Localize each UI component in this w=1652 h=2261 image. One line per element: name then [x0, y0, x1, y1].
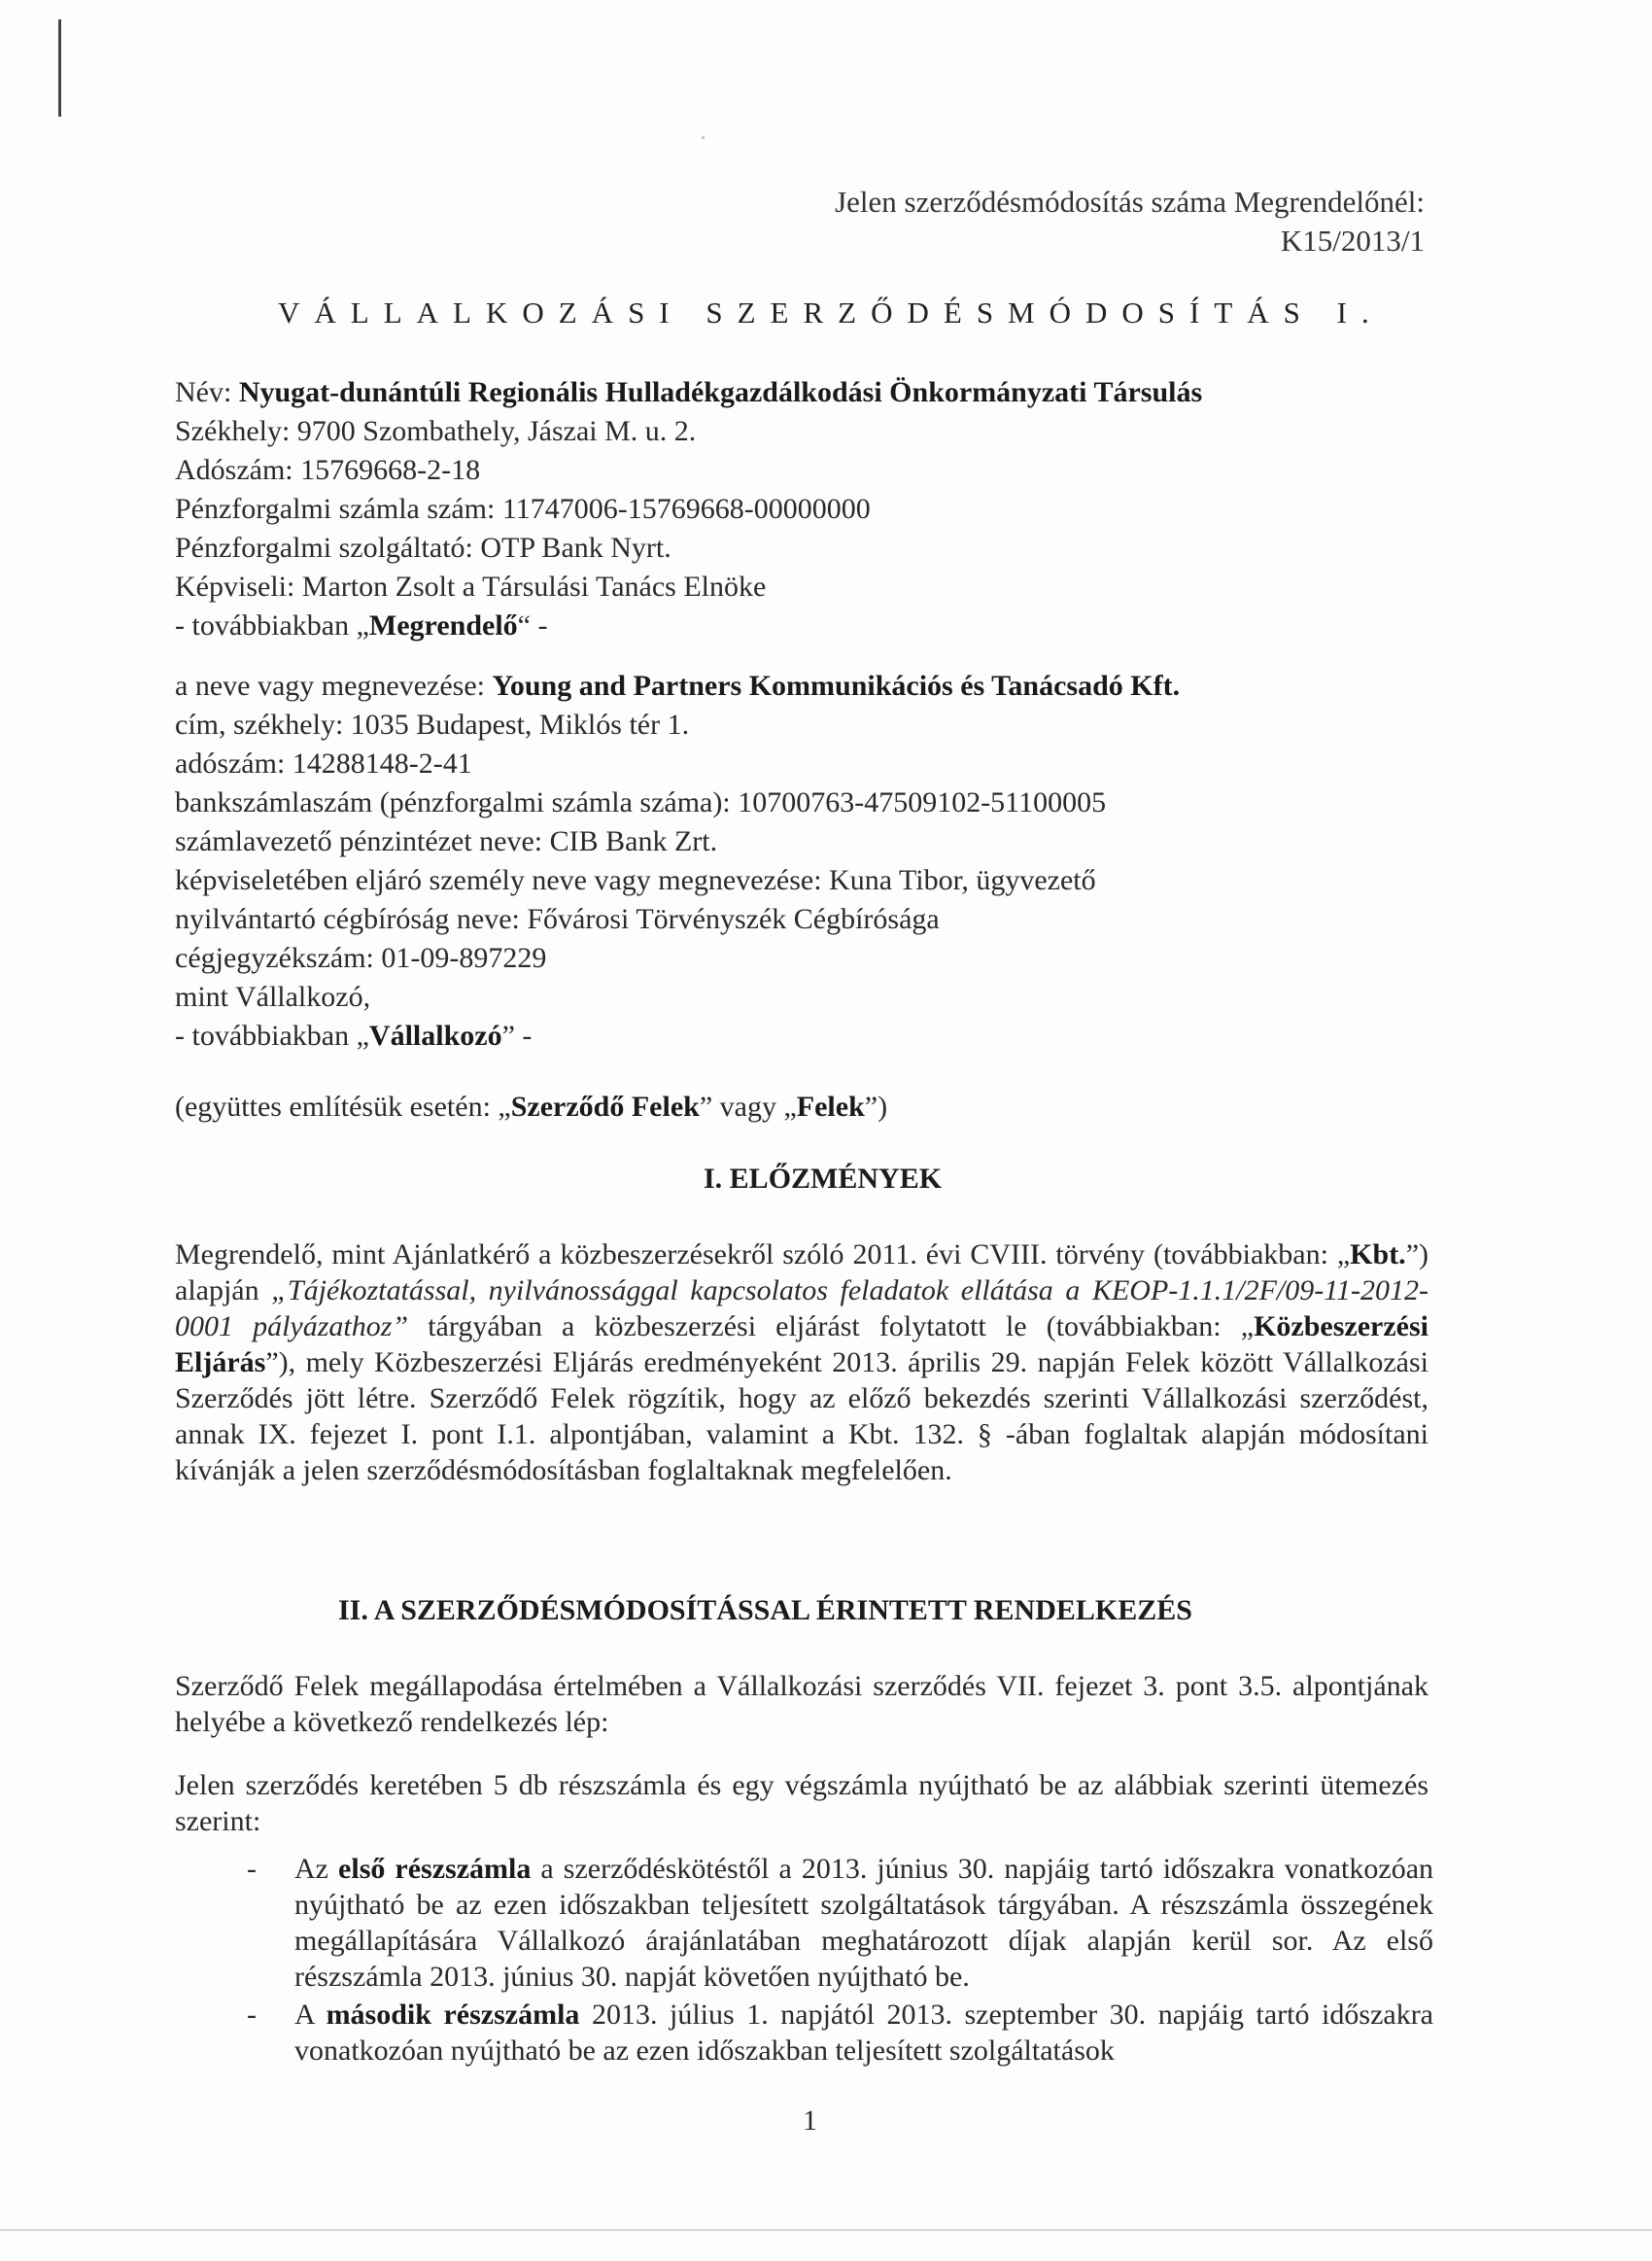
contractor-tax-number: adószám: 14288148-2-41: [175, 748, 472, 780]
invoice-schedule-paragraph: Jelen szerződés keretében 5 db részszámla és egy végszámla nyújtható be az alábbiak szerinti ütemezés szerint:: [175, 1769, 1428, 1837]
document-title: VÁLLALKOZÁSI SZERZŐDÉSMÓDOSÍTÁS I.: [278, 296, 1384, 330]
list-item: - Az első részszámla a szerződéskötéstől a 2013. június 30. napjáig tartó időszakra vonatkozóan nyújtható be az ezen időszakban teljesített szolgáltatások tárgyában. A részszámla összegének megállapítására Vállalkozó árajánlatában meghatározott díjak alapján kerül sor. Az első részszámla 2013. június 30. napját követően nyújtható be.: [247, 1853, 1434, 1993]
joint-term-felek: Felek: [796, 1091, 865, 1123]
contractor-registration: cégjegyzékszám: 01-09-897229: [175, 942, 547, 974]
scan-mark: [58, 19, 61, 117]
background-paragraph: Megrendelő, mint Ajánlatkérő a közbeszerzésekről szóló 2011. évi CVIII. törvény (továbbiakban: „Kbt.”) alapján „Tájékoztatással, nyilvánossággal kapcsolatos feladatok ellátása a KEOP-1.1.1/2F/09-11-2012-0001 pályázathoz” tárgyában a közbeszerzési eljárást folytatott le (továbbiakban: „Közbeszerzési Eljárás”), mely Közbeszerzési Eljárás eredményeként 2013. április 29. napján Felek között Vállalkozási Szerződés jött létre. Szerződő Felek rögzítik, hogy az előző bekezdés szerinti Vállalkozási szerződést, annak IX. fejezet I. pont I.1. alpontjában, valamint a Kbt. 132. § -ában foglaltak alapján módosítani kívánják a jelen szerződésmódosításban foglaltaknak megfelelően.: [175, 1238, 1428, 1486]
contractor-alias: Vállalkozó: [368, 1020, 502, 1052]
invoice-term: második részszámla: [326, 1999, 580, 2031]
client-tax-number: Adószám: 15769668-2-18: [175, 454, 481, 486]
invoice-term: első részszámla: [338, 1853, 532, 1885]
client-name-line: Név: Nyugat-dunántúli Regionális Hulladékgazdálkodási Önkormányzati Társulás: [175, 376, 1203, 408]
client-bank: Pénzforgalmi szolgáltató: OTP Bank Nyrt.: [175, 532, 671, 564]
client-representative: Képviseli: Marton Zsolt a Társulási Tanács Elnöke: [175, 571, 767, 603]
scan-edge-line: [0, 2229, 1652, 2231]
client-alias-line: - továbbiakban „Megrendelő“ -: [175, 609, 548, 642]
procurement-term: Közbeszerzési Eljárás: [175, 1310, 1428, 1378]
contractor-representative: képviseletében eljáró személy neve vagy megnevezése: Kuna Tibor, ügyvezető: [175, 864, 1096, 896]
client-alias: Megrendelő: [368, 609, 518, 642]
party-client: [175, 373, 1202, 645]
client-name: Nyugat-dunántúli Regionális Hulladékgazdálkodási Önkormányzati Társulás: [238, 376, 1203, 408]
client-seat: Székhely: 9700 Szombathely, Jászai M. u. 2.: [175, 415, 697, 447]
contractor-name-line: a neve vagy megnevezése: Young and Partners Kommunikációs és Tanácsadó Kft.: [175, 670, 1181, 702]
invoice-list: [175, 1851, 1433, 2070]
joint-term-parties: Szerződő Felek: [510, 1091, 700, 1123]
party-contractor: [175, 667, 1180, 1056]
reference-label: Jelen szerződésmódosítás száma Megrendelőnél:: [835, 185, 1425, 219]
contractor-alias-line: - továbbiakban „Vállalkozó” -: [175, 1020, 533, 1052]
section-heading-background: I. ELŐZMÉNYEK: [704, 1163, 943, 1195]
joint-reference-line: (együttes említésük esetén: „Szerződő Felek” vagy „Felek”): [175, 1091, 888, 1123]
amendment-intro-paragraph: Szerződő Felek megállapodása értelmében a Vállalkozási szerződés VII. fejezet 3. pont 3.5. alpontjának helyébe a következő rendelkezés lép:: [175, 1670, 1428, 1738]
reference-number: K15/2013/1: [1280, 224, 1425, 258]
modification-reference: [835, 183, 1425, 261]
contractor-court: nyilvántartó cégbíróság neve: Fővárosi Törvényszék Cégbírósága: [175, 903, 940, 935]
list-item: - A második részszámla 2013. július 1. napjától 2013. szeptember 30. napjáig tartó időszakra vonatkozóan nyújtható be az ezen időszakban teljesített szolgáltatások: [247, 1999, 1433, 2067]
contractor-account: bankszámlaszám (pénzforgalmi számla száma): 10700763-47509102-51100005: [175, 786, 1107, 818]
contractor-seat: cím, székhely: 1035 Budapest, Miklós tér 1.: [175, 709, 690, 741]
kbt-term: Kbt.: [1350, 1238, 1406, 1270]
section-heading-amendment: II. A SZERZŐDÉSMÓDOSÍTÁSSAL ÉRINTETT RENDELKEZÉS: [338, 1594, 1192, 1626]
scan-speck: [702, 136, 705, 139]
procurement-subject: „Tájékoztatással, nyilvánossággal kapcsolatos feladatok ellátása a KEOP-1.1.1/2F/09-11-2012-0001 pályázathoz”: [175, 1274, 1428, 1342]
contractor-bank: számlavezető pénzintézet neve: CIB Bank Zrt.: [175, 825, 718, 857]
page-number: 1: [803, 2104, 817, 2137]
client-account: Pénzforgalmi számla szám: 11747006-15769668-00000000: [175, 493, 871, 525]
contractor-name: Young and Partners Kommunikációs és Tanácsadó Kft.: [492, 670, 1181, 702]
contractor-role: mint Vállalkozó,: [175, 981, 371, 1013]
